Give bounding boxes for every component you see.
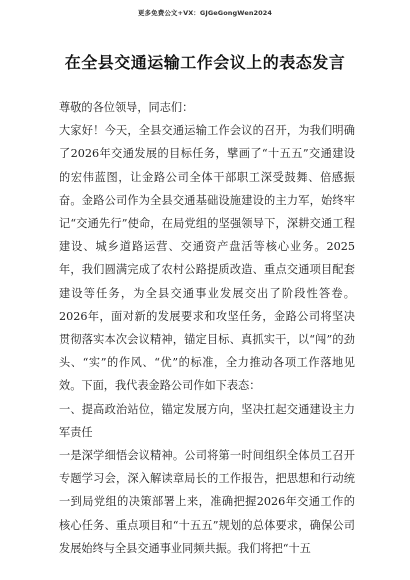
paragraph-point-1: 一是深学细悟会议精神。公司将第一时间组织全体员工召开专题学习会，深入解读章局长的工作报告，把思想和行动统一到局党组的决策部署上来，准确把握2026年交通工作的核心任务、重点项目和“十五五”规划的总体要求，确保公司发展始终与全县交通事业同频共振。我们将把“十五 — [59, 449, 355, 555]
salutation: 尊敬的各位领导，同志们： — [59, 101, 194, 114]
paragraph-intro: 大家好！今天，全县交通运输工作会议的召开，为我们明确了2026年交通发展的目标任务，擘画了“十五五”交通建设的宏伟蓝图，让金路公司全体干部职工深受鼓舞、倍感振奋。金路公司作为全县交通基础设施建设的主力军，始终牢记“交通先行”使命，在局党组的坚强领导下，深耕交通工程建设、城乡道路运营、交通资产盘活等核心业务。2025年，我们圆满完成了农村公路提质改造、重点交通项目配套建设等任务，为全县交通事业发展交出了阶段性答卷。2026年，面对新的发展要求和攻坚任务，金路公司将坚决贯彻落实本次会议精神，锚定目标、真抓实干，以“闯”的劲头、“实”的作风、“优”的标准，全力推动各项工作落地见效。下面，我代表金路公司作如下表态： — [59, 124, 355, 393]
section-heading-1: 一、提高政治站位，锚定发展方向，坚决扛起交通建设主力军责任 — [59, 402, 355, 439]
header-note: 更多免费公文+VX：GJGeGongWen2024 — [137, 9, 273, 17]
document-title: 在全县交通运输工作会议上的表态发言 — [64, 53, 346, 72]
document-body — [59, 96, 355, 560]
